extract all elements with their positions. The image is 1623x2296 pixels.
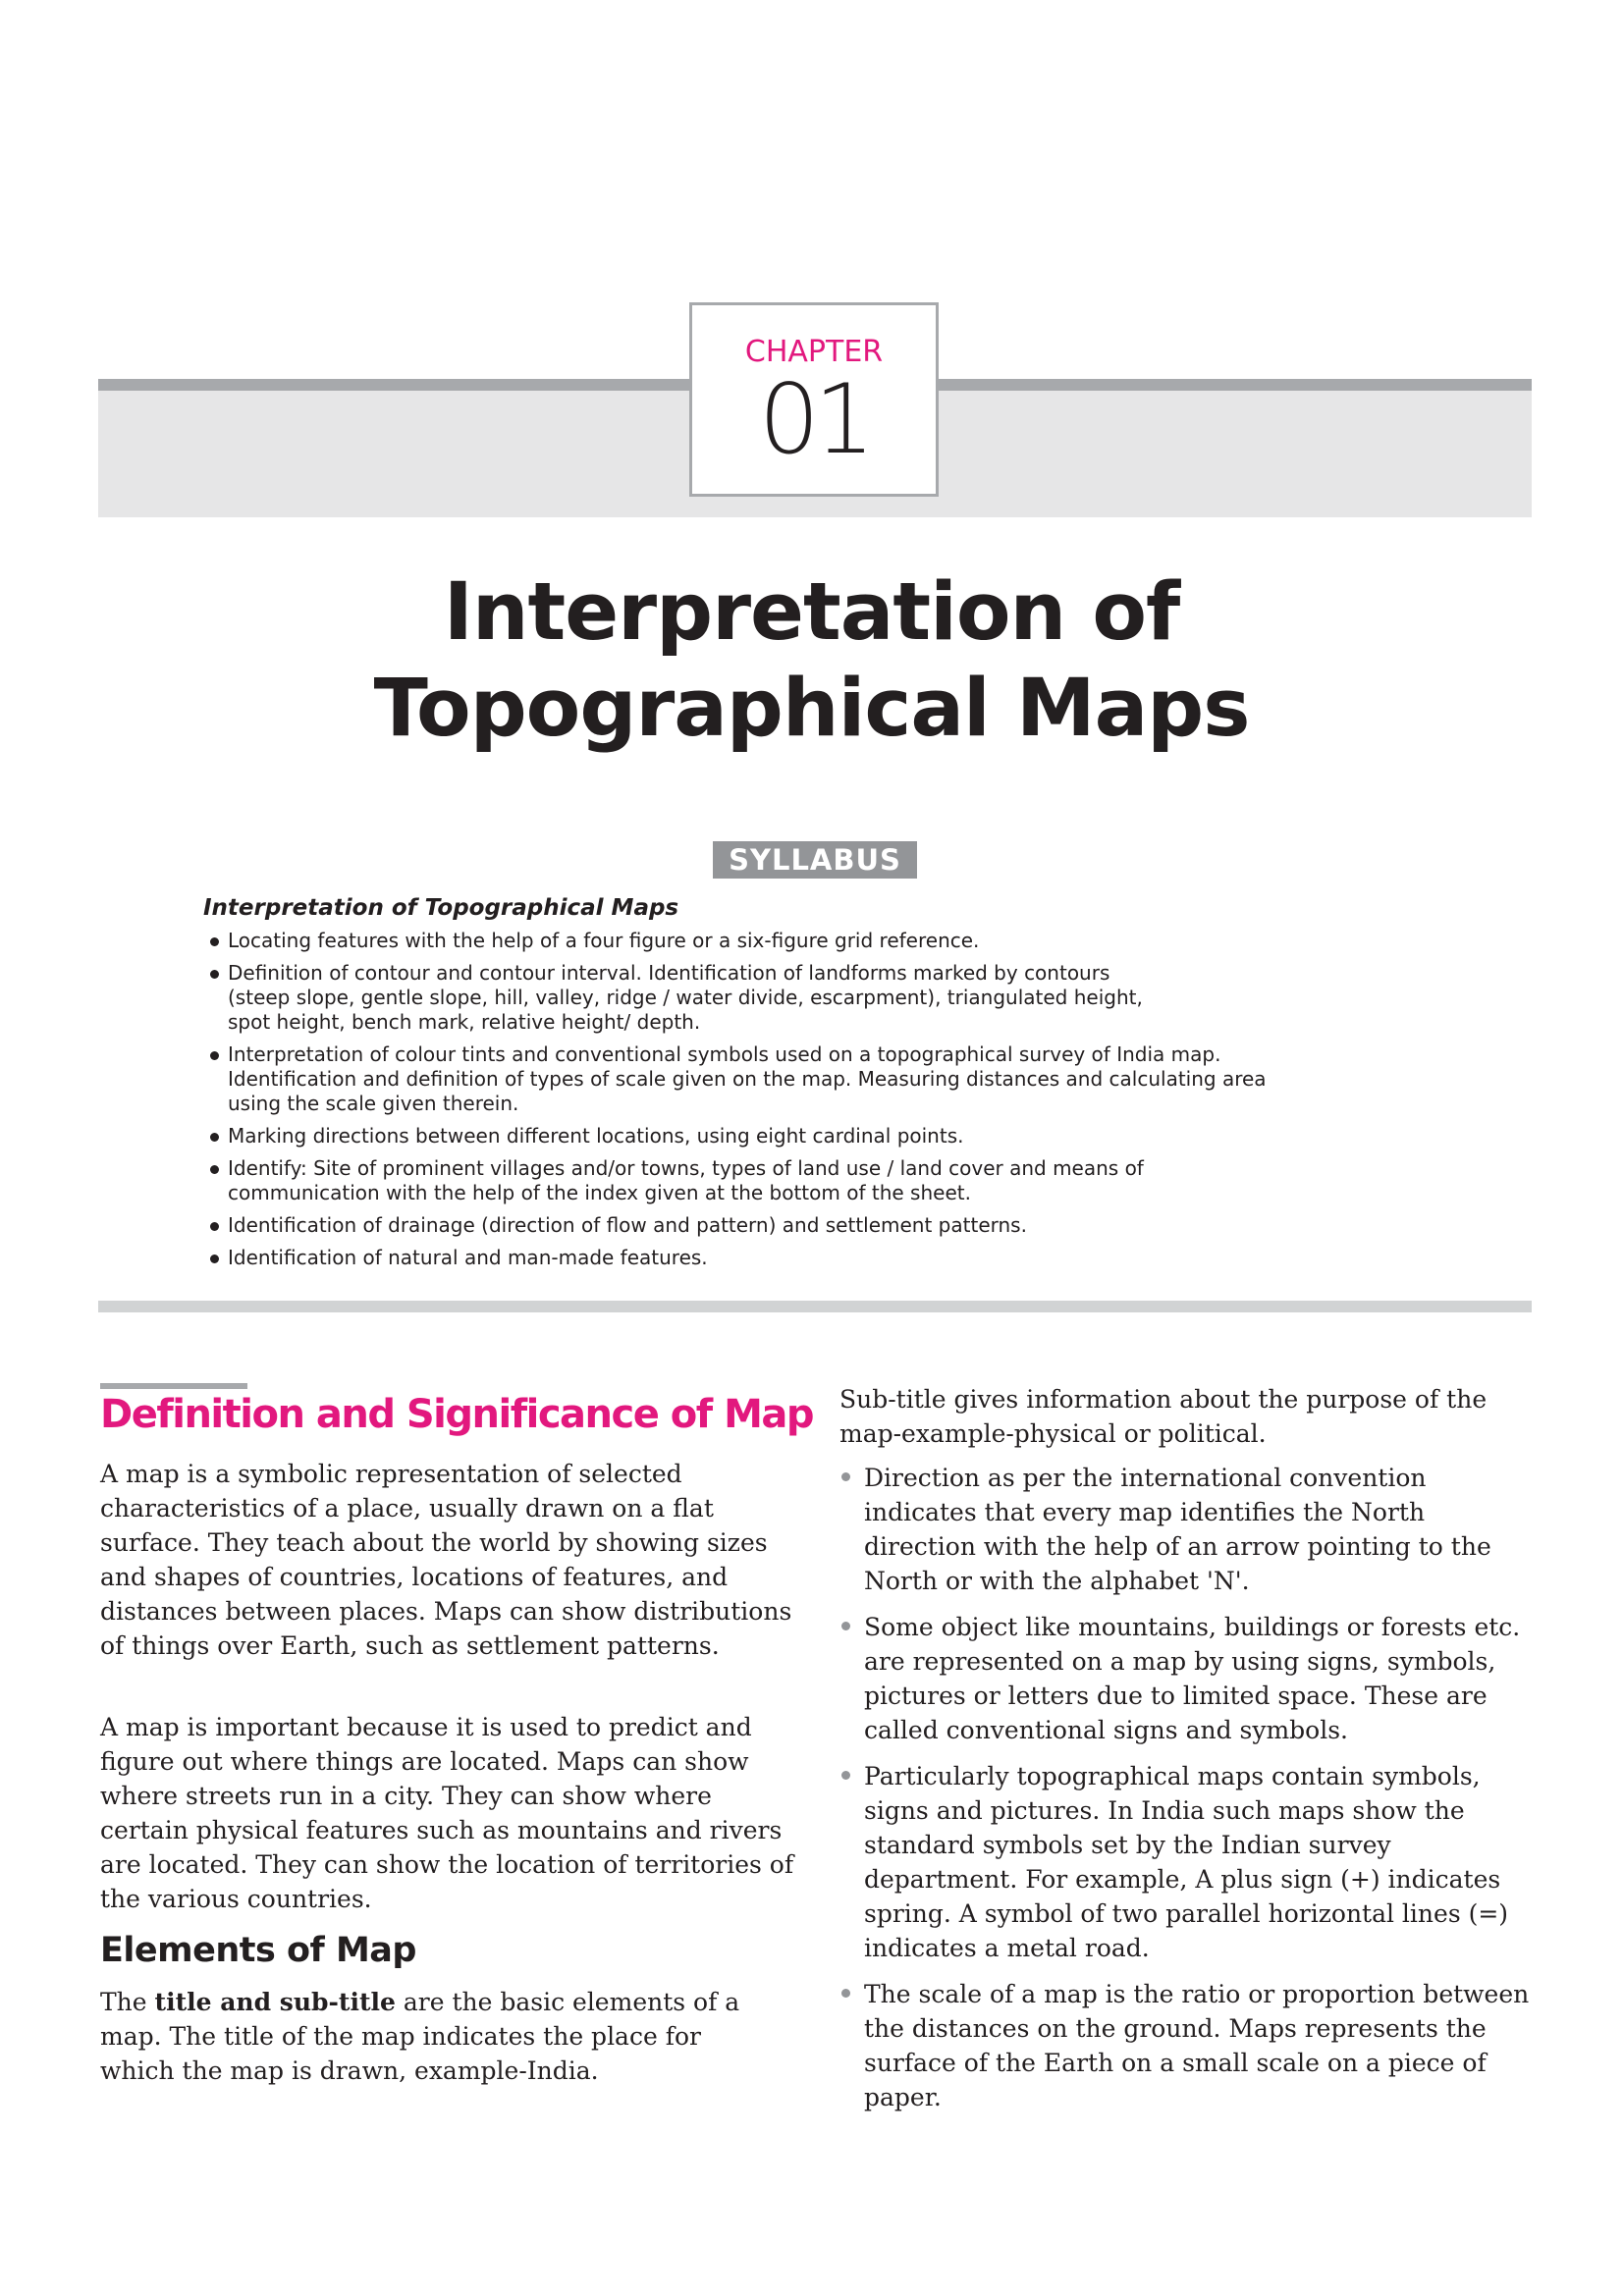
chapter-label: CHAPTER — [744, 335, 884, 369]
bullet-icon — [841, 1472, 850, 1481]
list-item — [839, 1977, 1537, 2114]
paragraph: A map is important because it is used to predict and figure out where things are located. Maps can show where streets run in a city. They can show where certain physical features such as mountains and rivers are located. They can show the location of territories of the various countries. — [100, 1713, 794, 1913]
syllabus-item — [206, 1213, 1463, 1238]
syllabus-divider — [98, 1301, 1532, 1312]
syllabus-item — [206, 1124, 1463, 1148]
syllabus-item-text: Locating features with the help of a four figure or a six-figure grid reference. — [228, 929, 980, 952]
syllabus-item — [206, 1246, 1463, 1270]
list-item-text: The scale of a map is the ratio or proportion between the distances on the ground. Maps represents the surface of the Earth on a small scale on a piece of paper. — [864, 1980, 1530, 2111]
title-line-1: Interpretation of — [443, 566, 1180, 659]
bullet-icon — [210, 937, 219, 946]
chapter-number: 01 — [758, 364, 870, 476]
syllabus-item — [206, 961, 1463, 1035]
chapter-box — [689, 302, 939, 497]
list-item-text: Particularly topographical maps contain symbols, signs and pictures. In India such maps show the standard symbols set by the Indian survey department. For example, A plus sign (+) indicates spring. A symbol of two parallel horizontal lines (=) indicates a metal road. — [864, 1762, 1509, 1962]
bullet-icon — [210, 970, 219, 979]
syllabus-item — [206, 1042, 1463, 1116]
syllabus-tag: SYLLABUS — [713, 841, 917, 879]
bullet-icon — [210, 1133, 219, 1142]
paragraph — [100, 1985, 748, 2088]
bullet-icon — [841, 1771, 850, 1780]
syllabus-list — [206, 929, 1463, 1278]
page-title — [0, 564, 1623, 757]
syllabus-item — [206, 1156, 1463, 1205]
syllabus-heading: Interpretation of Topographical Maps — [203, 895, 679, 921]
paragraph-text: The — [100, 1988, 155, 2016]
syllabus-item-text: Identification of drainage (direction of flow and pattern) and settlement patterns. — [228, 1213, 1027, 1237]
paragraph-text: are the basic elements of a map. The title of the map indicates the place for which the map is drawn, example-India. — [100, 1988, 740, 2085]
syllabus-item-text: Identification of natural and man-made features. — [228, 1246, 708, 1269]
paragraph: A map is a symbolic representation of selected characteristics of a place, usually drawn on a flat surface. They teach about the world by showing sizes and shapes of countries, locations of features, and distances between places. Maps can show distributions of things over Earth, such as settlement patterns. — [100, 1460, 792, 1660]
emphasis-text: title and sub-title — [154, 1988, 396, 2016]
bullet-icon — [210, 1051, 219, 1060]
bullet-icon — [210, 1222, 219, 1231]
syllabus-item-text: Definition of contour and contour interval. Identification of landforms marked by contours (steep slope, gentle slope, hill, valley, ridge / water divide, escarpment), triangulated height, spot height, bench mark, relative height/ depth. — [228, 961, 1143, 1034]
list-item-text: Direction as per the international convention indicates that every map identifies the North direction with the help of an arrow pointing to the North or with the alphabet 'N'. — [864, 1464, 1491, 1595]
syllabus-item — [206, 929, 1463, 953]
bullet-icon — [210, 1165, 219, 1174]
bullet-icon — [841, 1622, 850, 1630]
bullet-icon — [841, 1989, 850, 1998]
syllabus-item-text: Identify: Site of prominent villages and/or towns, types of land use / land cover and means of communication with the help of the index given at the bottom of the sheet. — [228, 1156, 1144, 1204]
list-item — [839, 1610, 1537, 1747]
bullet-icon — [210, 1255, 219, 1263]
section-heading: Definition and Significance of Map — [100, 1392, 814, 1437]
list-item — [839, 1759, 1537, 1965]
list-item — [839, 1461, 1537, 1598]
title-line-2: Topographical Maps — [373, 663, 1250, 755]
elements-list — [839, 1461, 1537, 2126]
subheading: Elements of Map — [100, 1931, 416, 1970]
list-item-text: Some object like mountains, buildings or forests etc. are represented on a map by using signs, symbols, pictures or letters due to limited space. These are called conventional signs and symbols. — [864, 1613, 1521, 1744]
syllabus-item-text: Interpretation of colour tints and conventional symbols used on a topographical survey of India map. Identification and definition of types of scale given on the map. Measuring distances and calculating area using the scale given therein. — [228, 1042, 1267, 1115]
paragraph: Sub-title gives information about the purpose of the map-example-physical or political. — [839, 1385, 1488, 1448]
section-accent-bar — [100, 1383, 247, 1389]
syllabus-item-text: Marking directions between different locations, using eight cardinal points. — [228, 1124, 964, 1148]
